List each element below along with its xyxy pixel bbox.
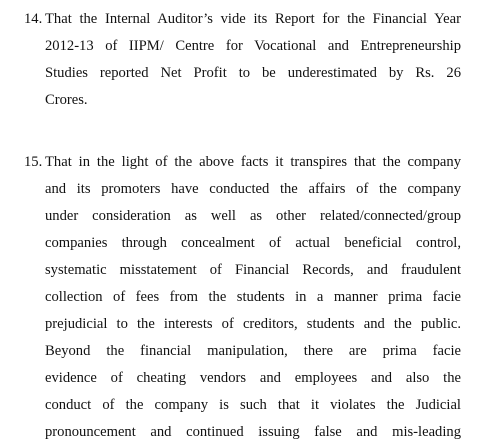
- paragraph-line: and its promoters have conducted the affairs of the company: [45, 181, 461, 197]
- paragraph-line: Studies reported Net Profit to be underestimated by Rs. 26: [45, 65, 461, 81]
- paragraph-number: 14.: [24, 11, 43, 27]
- paragraph-line: pronouncement and continued issuing false and mis-leading: [45, 424, 461, 440]
- paragraph-number: 15.: [24, 154, 43, 170]
- paragraph-line: Beyond the financial manipulation, there are prima facie: [45, 343, 461, 359]
- paragraph-line: systematic misstatement of Financial Records, and fraudulent: [45, 262, 461, 278]
- paragraph-line: under consideration as well as other related/connected/group: [45, 208, 461, 224]
- paragraph-line: companies through concealment of actual beneficial control,: [45, 235, 461, 251]
- paragraph-line: 2012-13 of IIPM/ Centre for Vocational and Entrepreneurship: [45, 38, 461, 54]
- paragraph-line: collection of fees from the students in a manner prima facie: [45, 289, 461, 305]
- paragraph-line: Crores.: [45, 92, 88, 108]
- paragraph-line: That the Internal Auditor’s vide its Report for the Financial Year: [45, 11, 461, 27]
- paragraph-line: prejudicial to the interests of creditors, students and the public.: [45, 316, 461, 332]
- paragraph-line: conduct of the company is such that it violates the Judicial: [45, 397, 461, 413]
- paragraph-line: That in the light of the above facts it transpires that the company: [45, 154, 461, 170]
- paragraph-line: evidence of cheating vendors and employees and also the: [45, 370, 461, 386]
